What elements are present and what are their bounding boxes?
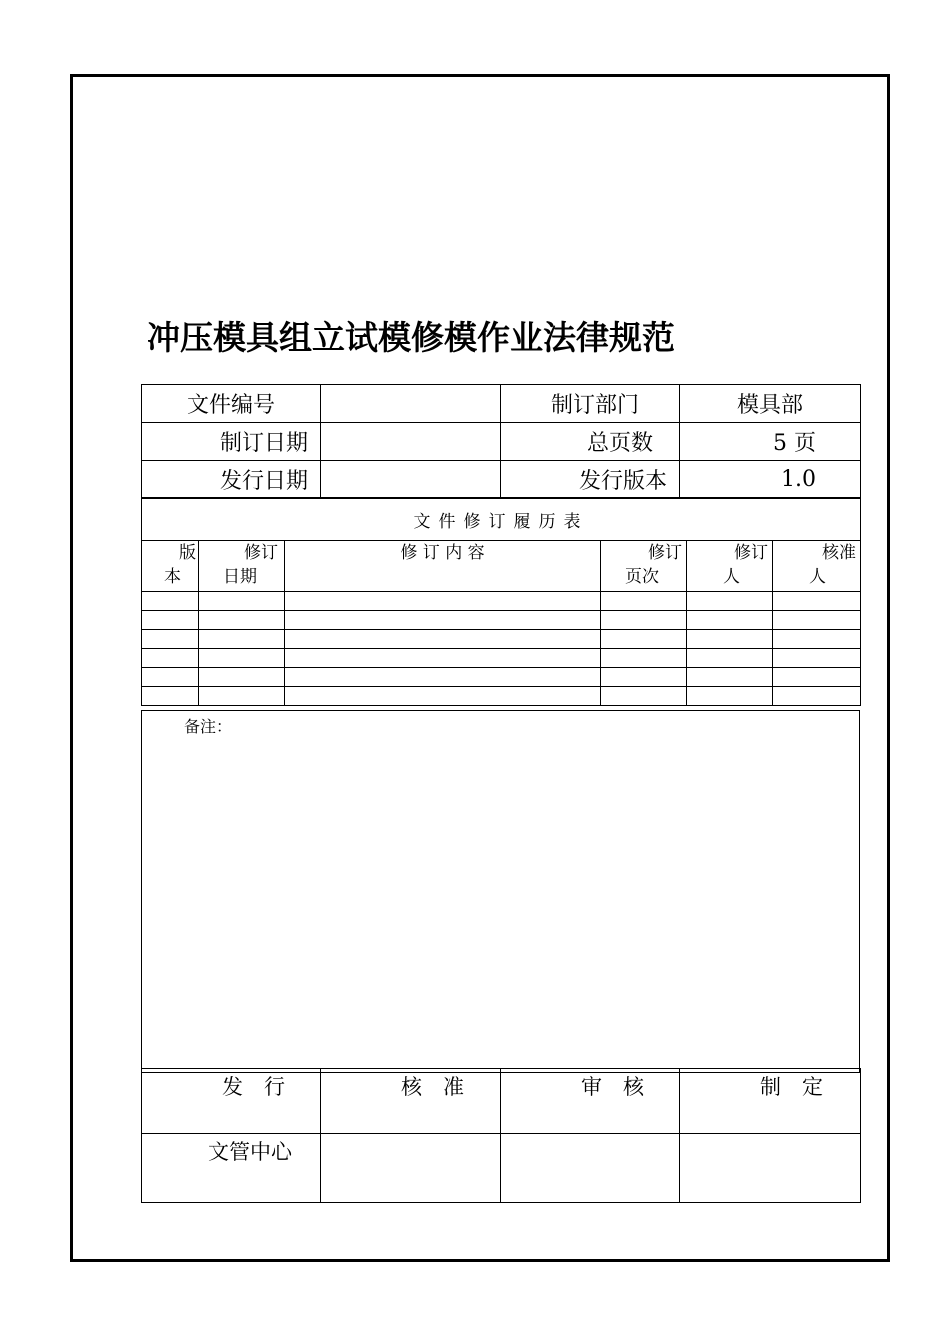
date-value [321, 423, 501, 461]
sign-review: 审 核 [501, 1069, 680, 1134]
doc-no-label: 文件编号 [142, 385, 321, 423]
header-pages [601, 541, 687, 592]
pages-label: 总页数 [501, 423, 680, 461]
revision-history-table [141, 497, 861, 706]
header-reviser-b: 人 [723, 567, 740, 587]
info-row [142, 423, 861, 461]
doc-no-value [321, 385, 501, 423]
sign-field [321, 1134, 501, 1203]
signature-header-row [142, 1069, 861, 1134]
sign-make: 制 定 [680, 1069, 861, 1134]
table-row [142, 649, 861, 668]
sign-center: 文管中心 [142, 1134, 321, 1203]
header-approver-b: 人 [809, 567, 826, 587]
version-label: 发行版本 [501, 461, 680, 499]
issue-date-value [321, 461, 501, 499]
issue-date-label: 发行日期 [142, 461, 321, 499]
sign-issue: 发 行 [142, 1069, 321, 1134]
sign-field [680, 1134, 861, 1203]
table-row [142, 611, 861, 630]
history-header-row [142, 541, 861, 592]
signature-table [141, 1068, 861, 1203]
header-reviser [687, 541, 773, 592]
dept-value: 模具部 [680, 385, 861, 423]
header-pages-b: 页次 [625, 567, 659, 587]
info-row [142, 461, 861, 499]
info-row [142, 385, 861, 423]
pages-value: 5 页 [680, 423, 861, 461]
table-row [142, 687, 861, 706]
info-table [141, 384, 861, 499]
header-date [199, 541, 285, 592]
sign-approve: 核 准 [321, 1069, 501, 1134]
header-date-b: 日期 [223, 567, 257, 587]
remark-label: 备注： [142, 711, 860, 1073]
remark-box [141, 710, 860, 1073]
document-title: 冲压模具组立试模修模作业法律规范 [147, 318, 675, 357]
header-content: 修 订 内 容 [285, 541, 601, 592]
signature-row [142, 1134, 861, 1203]
version-value: 1.0 [680, 461, 861, 499]
header-approver-a: 核准 [822, 543, 857, 563]
header-version-b: 本 [164, 567, 181, 587]
table-row [142, 592, 861, 611]
dept-label: 制订部门 [501, 385, 680, 423]
table-row [142, 668, 861, 687]
header-approver [773, 541, 861, 592]
history-title: 文件修订履历表 [142, 498, 861, 541]
table-row [142, 630, 861, 649]
header-pages-a: 修订 [648, 543, 682, 563]
header-date-a: 修订 [244, 543, 278, 563]
header-version [142, 541, 199, 592]
sign-field [501, 1134, 680, 1203]
date-label: 制订日期 [142, 423, 321, 461]
header-version-a: 版 [179, 543, 196, 563]
header-reviser-a: 修订 [734, 543, 768, 563]
